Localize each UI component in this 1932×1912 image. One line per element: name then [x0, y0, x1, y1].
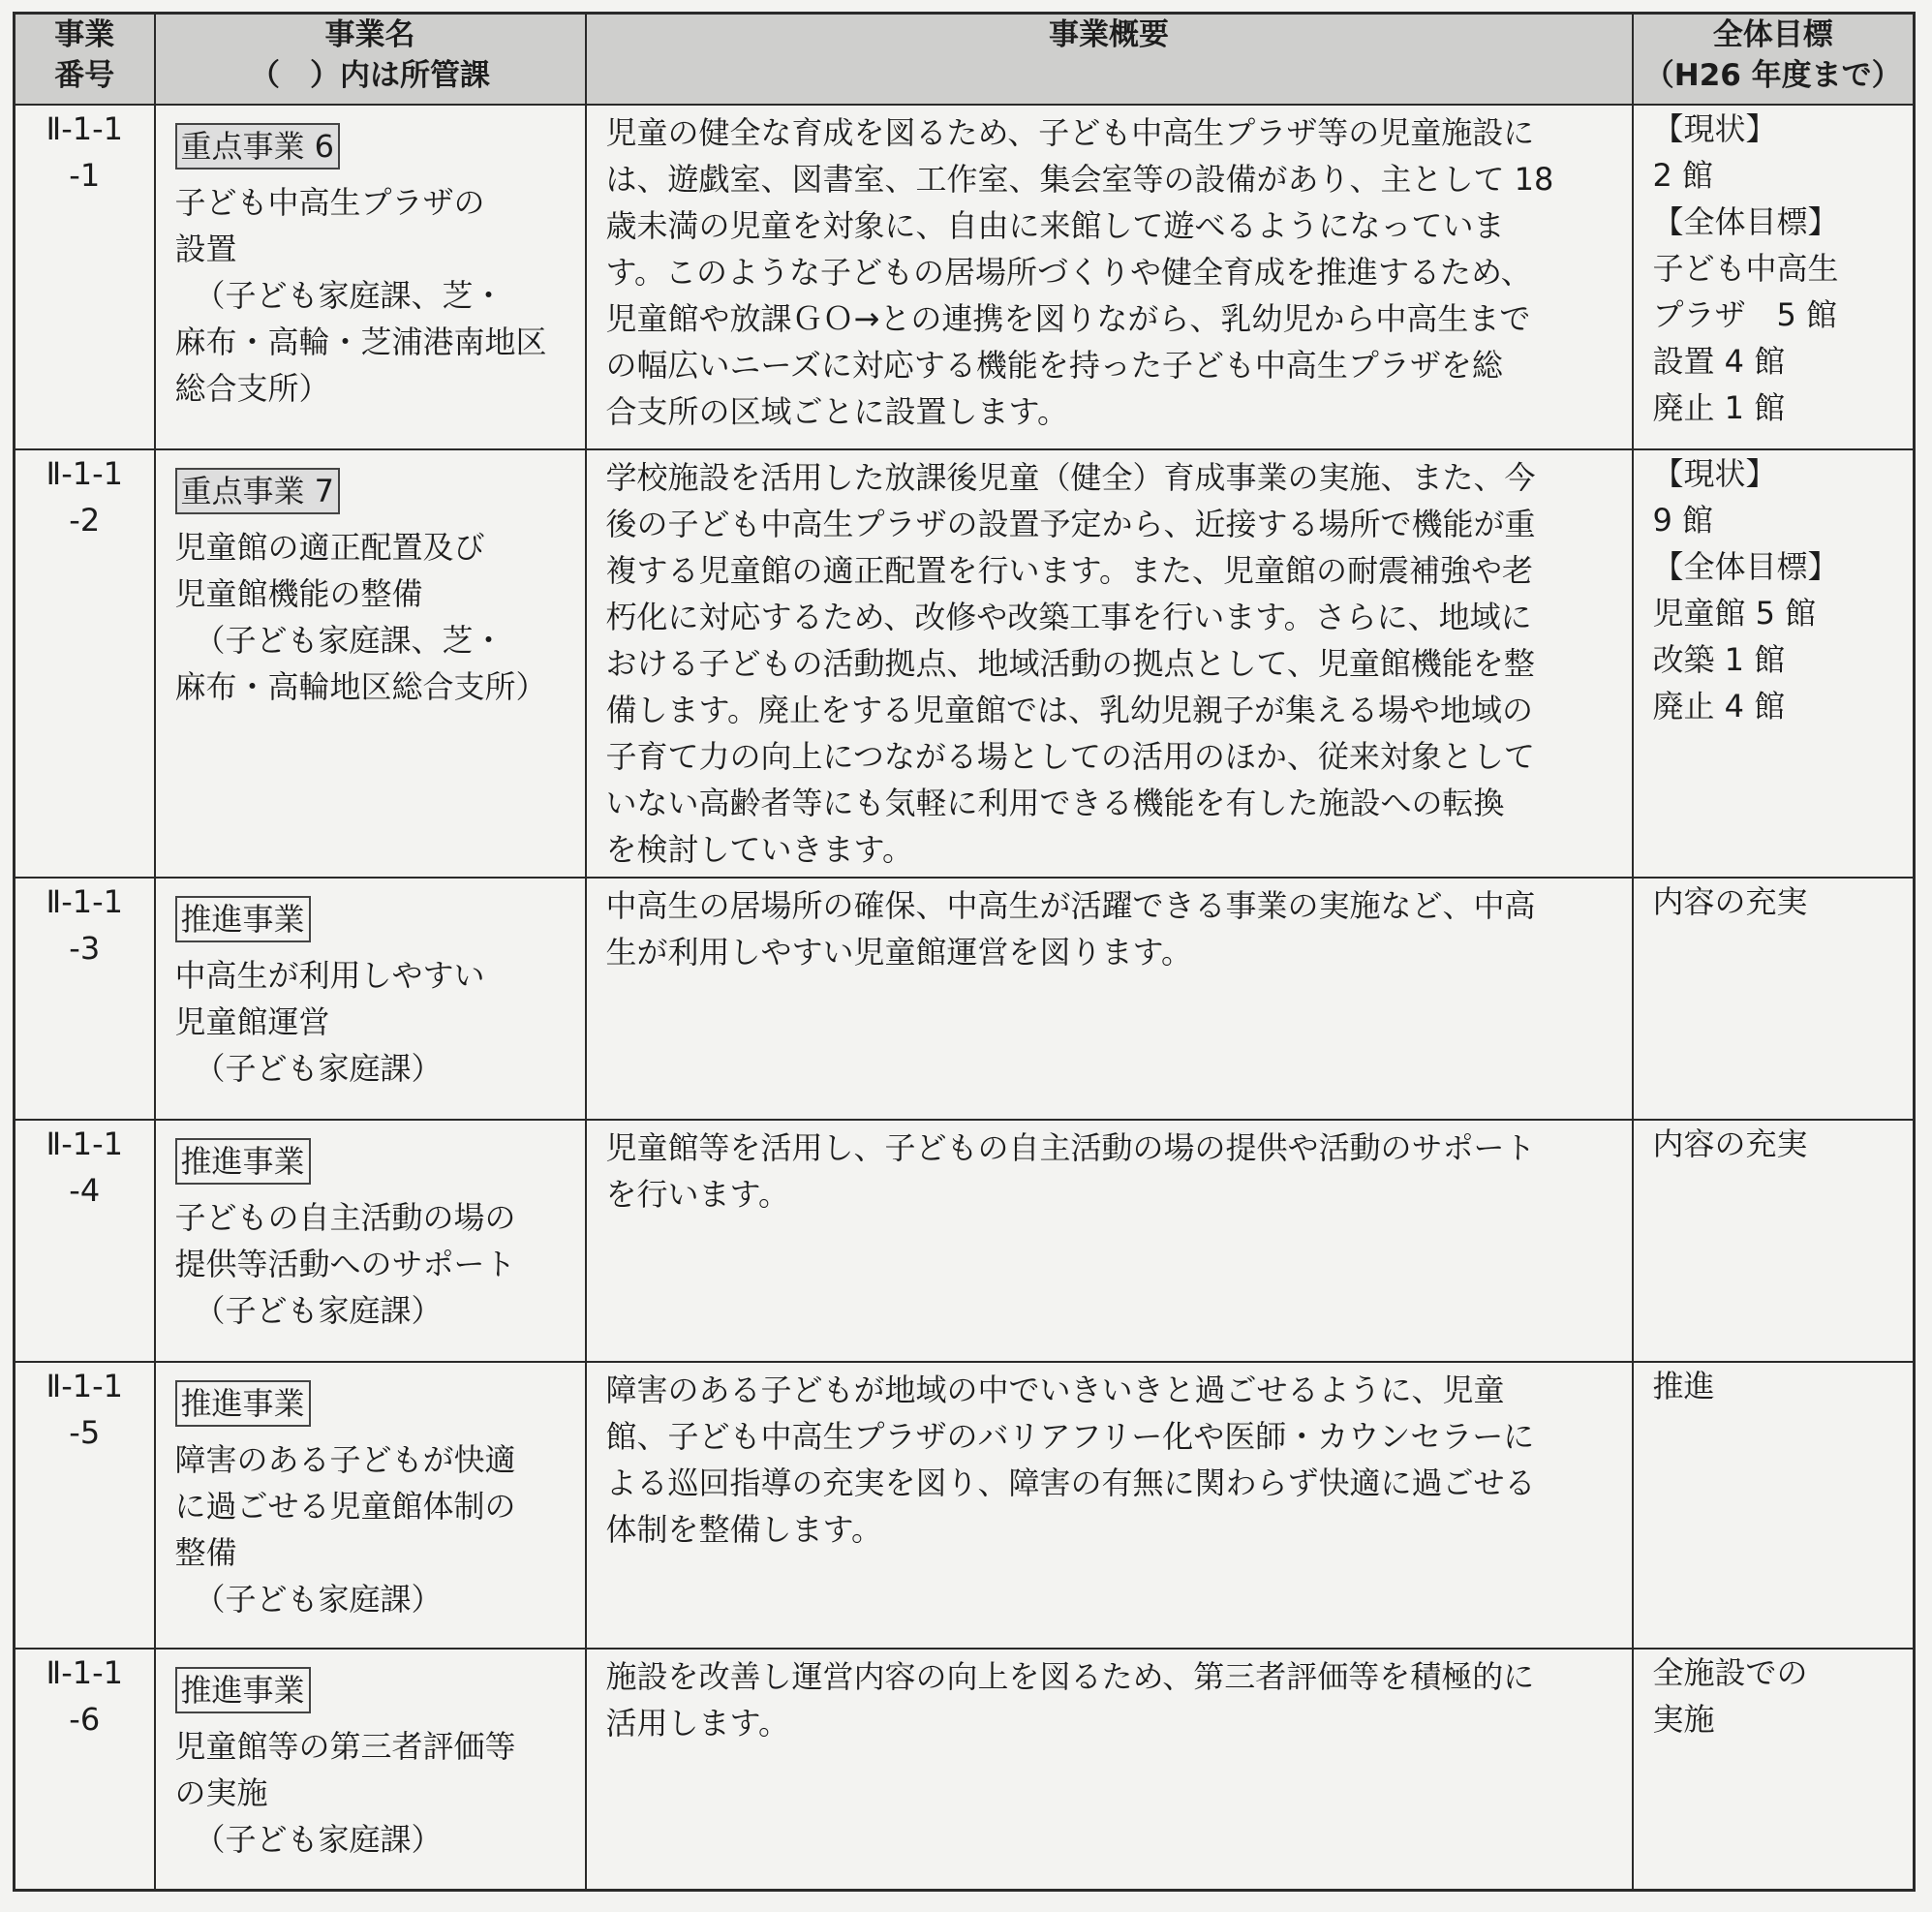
business-summary	[586, 449, 1633, 878]
header-name	[155, 14, 586, 106]
department-line: 麻布・高輪・芝浦港南地区	[174, 324, 547, 360]
business-number-line: Ⅱ-1-1	[46, 1126, 124, 1162]
business-category-tag: 重点事業 7	[175, 468, 341, 514]
business-name	[155, 878, 586, 1120]
business-title	[175, 179, 577, 272]
business-summary	[586, 1649, 1633, 1890]
header-goal	[1633, 14, 1915, 106]
summary-line: 生が利用しやすい児童館運営を図ります。	[605, 934, 1192, 971]
goal-line: 【全体目標】	[1652, 548, 1839, 585]
summary-line: 施設を改善し運営内容の向上を図るため、第三者評価等を積極的に	[605, 1658, 1535, 1695]
table-row	[15, 878, 1915, 1120]
goal-line: 9 館	[1652, 502, 1714, 539]
business-summary	[586, 1362, 1633, 1649]
goal-line: 内容の充実	[1652, 1126, 1808, 1162]
summary-line: の幅広いニーズに対応する機能を持った子ども中高生プラザを総	[605, 347, 1503, 384]
business-name	[155, 1120, 586, 1362]
overall-goal	[1633, 449, 1915, 878]
business-number	[15, 1120, 155, 1362]
business-name	[155, 1362, 586, 1649]
summary-line: は、遊戯室、図書室、工作室、集会室等の設備があり、主として 18	[605, 161, 1554, 198]
business-number-line: Ⅱ-1-1	[46, 883, 124, 920]
business-category-tag: 推進事業	[175, 896, 311, 942]
summary-line: 後の子ども中高生プラザの設置予定から、近接する場所で機能が重	[605, 506, 1536, 542]
summary-line: 子育て力の向上につながる場としての活用のほか、従来対象として	[605, 738, 1535, 775]
summary-line: 体制を整備します。	[605, 1511, 882, 1548]
business-number-line: -3	[69, 930, 101, 967]
summary-line: よる巡回指導の充実を図り、障害の有無に関わらず快適に過ごせる	[605, 1465, 1536, 1501]
department	[175, 1287, 577, 1334]
department-continued	[175, 319, 577, 412]
business-name	[155, 449, 586, 878]
business-number-line: -6	[69, 1701, 101, 1738]
goal-line: 児童館 5 館	[1652, 595, 1817, 632]
table-row	[15, 449, 1915, 878]
overall-goal	[1633, 105, 1915, 449]
business-number	[15, 105, 155, 449]
business-number-line: Ⅱ-1-1	[46, 1368, 124, 1404]
overall-goal	[1633, 1120, 1915, 1362]
business-title	[175, 1194, 577, 1287]
summary-line: 歳未満の児童を対象に、自由に来館して遊べるようになっていま	[605, 207, 1505, 244]
summary-line: を検討していきます。	[605, 831, 913, 868]
goal-line: 【現状】	[1652, 455, 1777, 492]
business-title-line: 設置	[174, 231, 237, 267]
header-summary-line: 事業概要	[1049, 17, 1169, 52]
summary-line: 合支所の区域ごとに設置します。	[605, 393, 1068, 430]
business-summary	[586, 1120, 1633, 1362]
business-title-line: 整備	[174, 1534, 237, 1571]
table-row	[15, 1120, 1915, 1362]
summary-line: 学校施設を活用した放課後児童（健全）育成事業の実施、また、今	[605, 459, 1536, 496]
goal-line: 廃止 1 館	[1652, 389, 1786, 426]
business-number	[15, 1362, 155, 1649]
business-title-line: 児童館運営	[174, 1003, 330, 1040]
business-category-tag: 推進事業	[175, 1138, 311, 1185]
overall-goal	[1633, 1362, 1915, 1649]
business-number-line: Ⅱ-1-1	[46, 1654, 124, 1691]
business-title-line: 児童館等の第三者評価等	[174, 1728, 516, 1765]
department	[175, 617, 577, 663]
business-title-line: 児童館の適正配置及び	[174, 529, 485, 566]
goal-line: 廃止 4 館	[1652, 688, 1786, 725]
business-title-line: に過ごせる児童館体制の	[174, 1488, 516, 1525]
summary-line: いない高齢者等にも気軽に利用できる機能を有した施設への転換	[605, 785, 1505, 821]
goal-line: 内容の充実	[1652, 883, 1808, 920]
business-number	[15, 878, 155, 1120]
business-title-line: の実施	[174, 1774, 268, 1811]
department	[175, 1576, 577, 1622]
business-title-line: 障害のある子どもが快適	[174, 1441, 516, 1478]
business-name	[155, 105, 586, 449]
summary-line: おける子どもの活動拠点、地域活動の拠点として、児童館機能を整	[605, 645, 1535, 682]
business-title-line: 子ども中高生プラザの	[174, 184, 485, 221]
business-title-line: 提供等活動へのサポート	[174, 1246, 516, 1282]
summary-line: 中高生の居場所の確保、中高生が活躍できる事業の実施など、中高	[605, 887, 1536, 924]
summary-line: す。このような子どもの居場所づくりや健全育成を推進するため、	[605, 254, 1532, 291]
header-row	[15, 14, 1915, 106]
goal-line: 【現状】	[1652, 110, 1777, 147]
header-number-line: 番号	[54, 58, 115, 93]
department	[175, 272, 577, 319]
goal-line: 設置 4 館	[1652, 343, 1786, 380]
business-title	[175, 1436, 577, 1576]
department-line: （子ども家庭課）	[194, 1292, 443, 1329]
summary-line: 朽化に対応するため、改修や改築工事を行います。さらに、地域に	[605, 599, 1532, 635]
goal-line: プラザ 5 館	[1652, 296, 1838, 333]
goal-line: 全施設での	[1652, 1654, 1808, 1691]
table-row	[15, 1649, 1915, 1890]
goal-line: 推進	[1652, 1368, 1715, 1404]
summary-line: 児童館や放課ＧＯ→との連携を図りながら、乳幼児から中高生まで	[605, 300, 1531, 337]
department-continued	[175, 663, 577, 710]
business-title-line: 児童館機能の整備	[174, 575, 423, 612]
department-line: （子ども家庭課、芝・	[194, 622, 505, 659]
table-row	[15, 105, 1915, 449]
summary-line: を行います。	[605, 1176, 789, 1213]
business-number	[15, 1649, 155, 1890]
business-number-line: Ⅱ-1-1	[46, 455, 124, 492]
business-number-line: -1	[69, 157, 101, 194]
business-number-line: Ⅱ-1-1	[46, 110, 124, 147]
header-name-line: 事業名	[324, 17, 415, 52]
header-number-line: 事業	[54, 17, 115, 52]
business-plan-table	[13, 12, 1916, 1892]
summary-line: 複する児童館の適正配置を行います。また、児童館の耐震補強や老	[605, 552, 1533, 589]
summary-line: 児童館等を活用し、子どもの自主活動の場の提供や活動のサポート	[605, 1129, 1536, 1166]
goal-line: 改築 1 館	[1652, 641, 1786, 678]
business-category-tag: 重点事業 6	[175, 123, 341, 170]
table-row	[15, 1362, 1915, 1649]
header-goal-line: （H26 年度まで）	[1643, 58, 1902, 93]
department-line: （子ども家庭課）	[194, 1821, 443, 1858]
department-line: 麻布・高輪地区総合支所）	[174, 668, 547, 705]
business-number	[15, 449, 155, 878]
business-summary	[586, 878, 1633, 1120]
header-name-line: （ ）内は所管課	[250, 58, 490, 93]
goal-line: 2 館	[1652, 157, 1714, 194]
summary-line: 障害のある子どもが地域の中でいきいきと過ごせるように、児童	[605, 1372, 1505, 1408]
header-number	[15, 14, 155, 106]
business-name	[155, 1649, 586, 1890]
business-summary	[586, 105, 1633, 449]
overall-goal	[1633, 1649, 1915, 1890]
business-title-line: 子どもの自主活動の場の	[174, 1199, 516, 1236]
business-category-tag: 推進事業	[175, 1380, 311, 1427]
table-body	[15, 105, 1915, 1890]
department-line: （子ども家庭課）	[194, 1050, 443, 1087]
summary-line: 備します。廃止をする児童館では、乳幼児親子が集える場や地域の	[605, 692, 1533, 728]
department-line: （子ども家庭課、芝・	[194, 277, 505, 314]
business-number-line: -2	[69, 502, 101, 539]
department-line: 総合支所）	[174, 370, 330, 407]
department	[175, 1045, 577, 1092]
department	[175, 1816, 577, 1863]
summary-line: 児童の健全な育成を図るため、子ども中高生プラザ等の児童施設に	[605, 114, 1535, 151]
business-title	[175, 524, 577, 617]
department-line: （子ども家庭課）	[194, 1581, 443, 1618]
summary-line: 館、子ども中高生プラザのバリアフリー化や医師・カウンセラーに	[605, 1418, 1535, 1455]
business-title	[175, 952, 577, 1045]
business-title-line: 中高生が利用しやすい	[174, 957, 485, 994]
header-goal-line: 全体目標	[1712, 17, 1833, 52]
business-category-tag: 推進事業	[175, 1667, 311, 1713]
goal-line: 実施	[1652, 1701, 1715, 1738]
business-number-line: -5	[69, 1414, 101, 1451]
summary-line: 活用します。	[605, 1705, 789, 1742]
goal-line: 子ども中高生	[1652, 250, 1839, 287]
overall-goal	[1633, 878, 1915, 1120]
goal-line: 【全体目標】	[1652, 203, 1839, 240]
business-number-line: -4	[69, 1172, 101, 1209]
header-summary	[586, 14, 1633, 106]
business-title	[175, 1723, 577, 1816]
